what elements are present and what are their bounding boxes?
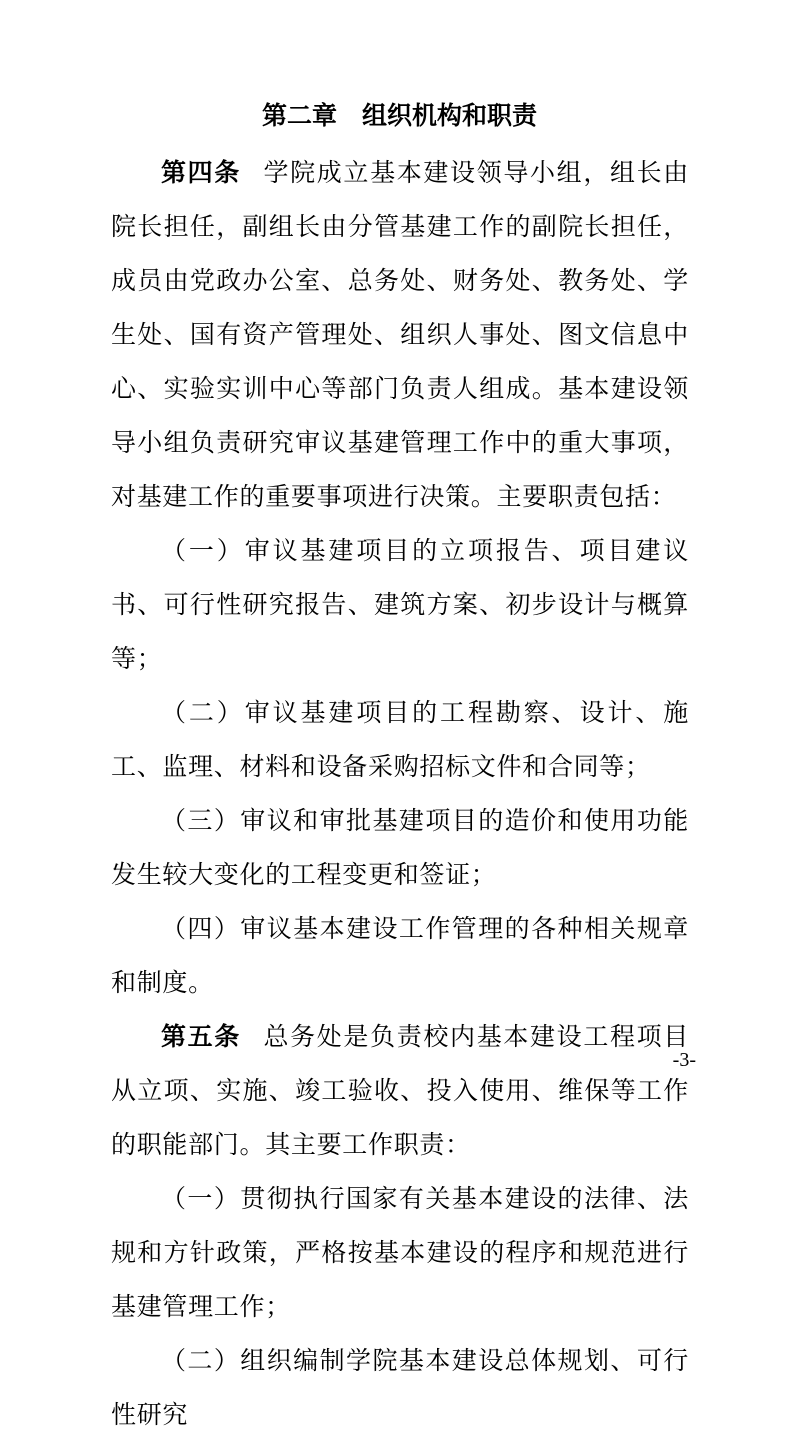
paragraph-text: （四）审议基本建设工作管理的各种相关规章和制度。 (111, 914, 689, 997)
duty-item-paragraph (111, 686, 689, 794)
duty-item-paragraph (111, 524, 689, 686)
chapter-title: 第二章 组织机构和职责 (261, 101, 537, 130)
article-label: 第五条 (161, 1022, 241, 1051)
article-5-paragraph (111, 1010, 689, 1172)
article-label: 第四条 (161, 158, 241, 187)
duty-item-paragraph (111, 1334, 689, 1442)
paragraph-text: 总务处是负责校内基本建设工程项目从立项、实施、竣工验收、投入使用、维保等工作的职能部门。其主要工作职责： (111, 1022, 689, 1159)
paragraph-text: （一）审议基建项目的立项报告、项目建议书、可行性研究报告、建筑方案、初步设计与概算等； (111, 536, 689, 673)
paragraph-text: （二）审议基建项目的工程勘察、设计、施工、监理、材料和设备采购招标文件和合同等； (111, 698, 689, 781)
duty-item-paragraph (111, 1172, 689, 1334)
page-number: -3- (672, 1049, 696, 1071)
duty-item-paragraph (111, 794, 689, 902)
paragraph-text: （二）组织编制学院基本建设总体规划、可行性研究 (111, 1346, 689, 1429)
duty-item-paragraph (111, 902, 689, 1010)
document-body (111, 146, 689, 1442)
paragraph-text: 学院成立基本建设领导小组，组长由院长担任，副组长由分管基建工作的副院长担任，成员由党政办公室、总务处、财务处、教务处、学生处、国有资产管理处、组织人事处、图文信息中心、实验实训中心等部门负责人组成。基本建设领导小组负责研究审议基建管理工作中的重大事项，对基建工作的重要事项进行决策。主要职责包括： (111, 158, 689, 511)
paragraph-text: （一）贯彻执行国家有关基本建设的法律、法规和方针政策，严格按基本建设的程序和规范进行基建管理工作； (111, 1184, 689, 1321)
paragraph-text: （三）审议和审批基建项目的造价和使用功能发生较大变化的工程变更和签证； (111, 806, 689, 889)
article-4-paragraph (111, 146, 689, 524)
